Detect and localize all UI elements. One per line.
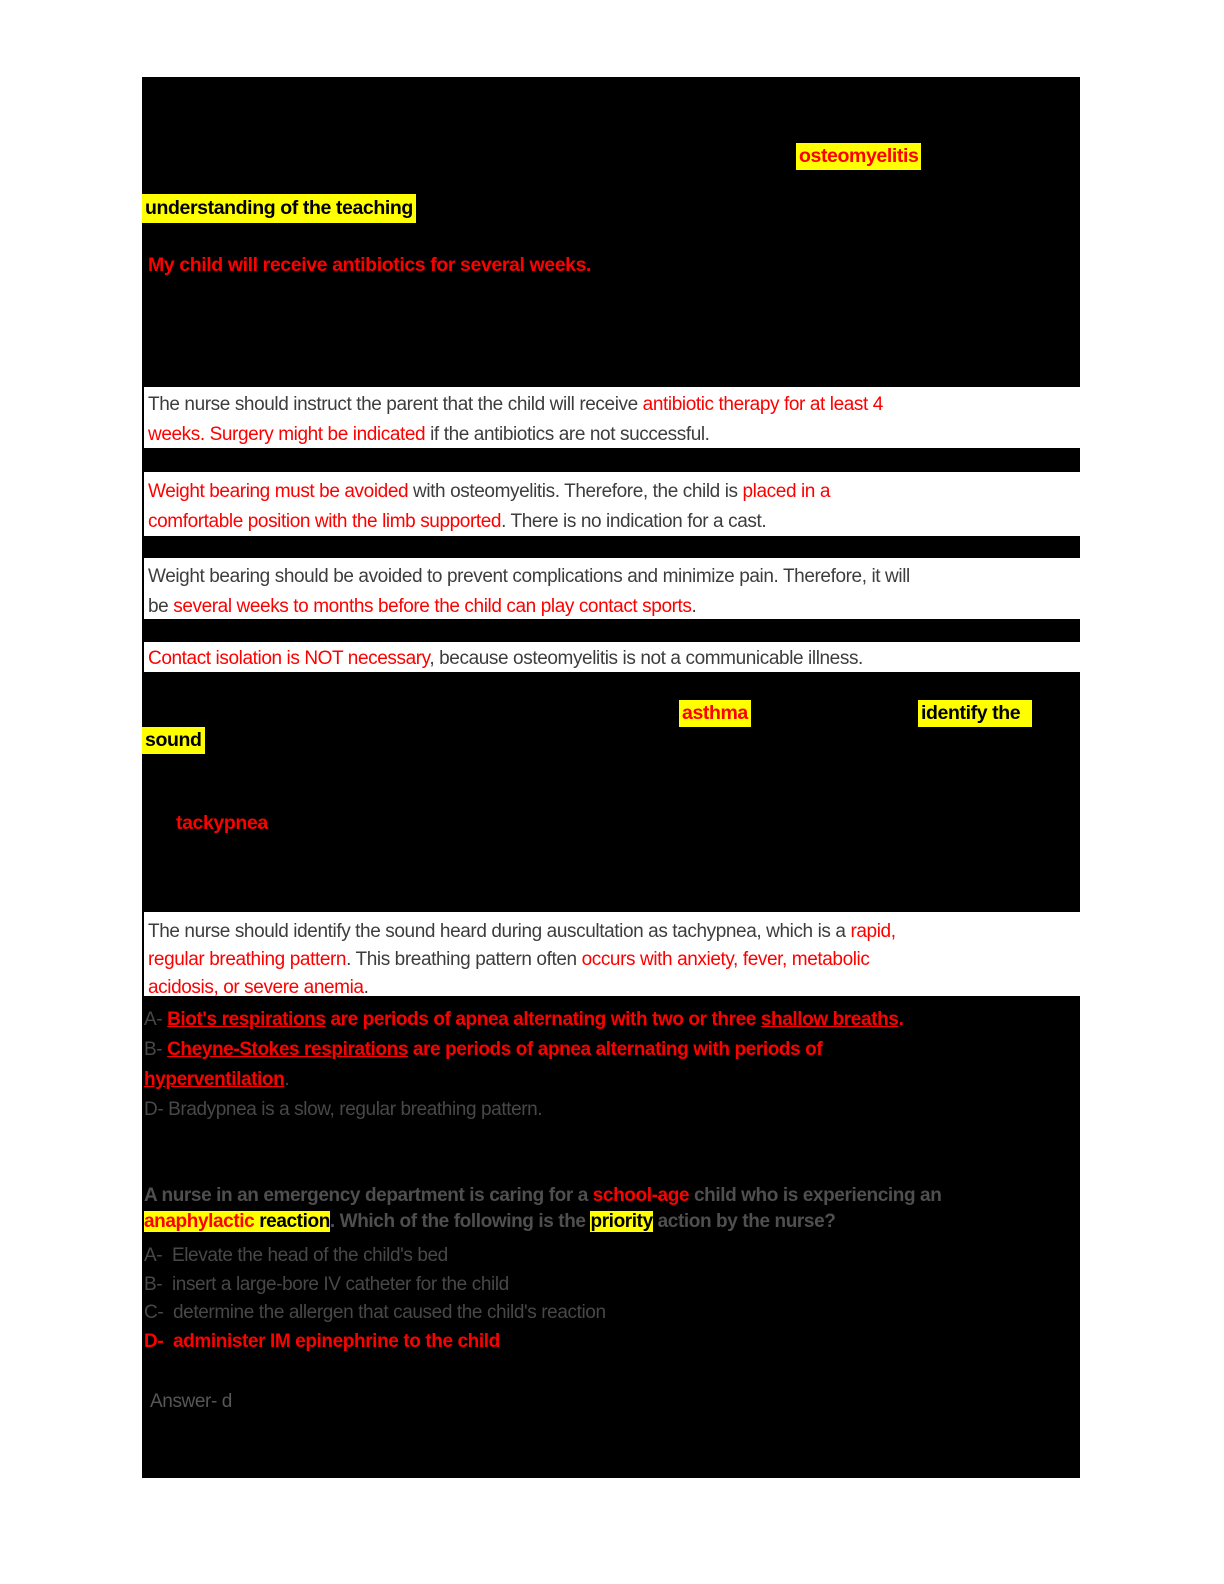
text-line xyxy=(148,592,1080,619)
text-segment: A nurse in an emergency department is caring for a xyxy=(144,1185,593,1206)
option-c-determine-allergen xyxy=(144,1298,606,1328)
text-line xyxy=(148,946,1080,974)
text-segment: comfortable position with the limb supported xyxy=(148,511,502,532)
text-segment: placed in a xyxy=(742,481,831,502)
text-segment: rapid, xyxy=(850,921,896,942)
text-line xyxy=(148,644,1080,672)
redaction-bar xyxy=(142,619,1080,642)
text-line xyxy=(148,420,1080,448)
redaction-bar xyxy=(142,448,1080,472)
text-segment: . xyxy=(363,977,369,996)
question-line-2 xyxy=(144,1207,835,1237)
text-segment: regular breathing pattern xyxy=(148,949,347,970)
text-segment: , because osteomyelitis is not a communicable illness. xyxy=(429,648,863,669)
text-segment: Weight bearing should be avoided to prevent complications and minimize pain. Therefore, it will xyxy=(148,566,910,587)
rationale-paragraph-tachypnea xyxy=(142,912,1080,996)
rationale-paragraph-antibiotics xyxy=(142,387,1080,448)
highlight-identify-the: identify the xyxy=(918,700,1032,727)
text-segment: A- Elevate the head of the child's bed xyxy=(144,1245,448,1266)
text-segment: with osteomyelitis. Therefore, the child is xyxy=(408,481,743,502)
option-b-cheyne-stokes-line xyxy=(144,1035,822,1065)
highlight-sound: sound xyxy=(142,727,205,754)
text-segment: anaphylactic xyxy=(144,1211,255,1232)
text-segment: . There is no indication for a cast. xyxy=(501,511,767,532)
option-b-continuation-line xyxy=(144,1065,289,1095)
option-d-epinephrine xyxy=(144,1327,500,1357)
text-segment: Weight bearing must be avoided xyxy=(148,481,409,502)
text-segment: if the antibiotics are not successful. xyxy=(425,424,710,445)
text-line xyxy=(148,477,1080,507)
option-a-elevate xyxy=(144,1241,448,1271)
option-a-biots-line xyxy=(144,1005,903,1035)
rationale-paragraph-isolation xyxy=(142,642,1080,672)
text-segment: Contact isolation is NOT necessary xyxy=(148,648,430,669)
text-segment: occurs with anxiety, fever, metabolic xyxy=(581,949,870,970)
content-column xyxy=(142,77,1080,1478)
text-segment: C- determine the allergen that caused the child's reaction xyxy=(144,1302,606,1323)
text-line xyxy=(148,390,1080,420)
text-line xyxy=(148,562,1080,592)
text-segment: be xyxy=(148,596,174,617)
text-segment: Cheyne-Stokes respirations xyxy=(167,1039,408,1060)
text-line xyxy=(148,507,1080,536)
text-segment: Answer- d xyxy=(150,1391,232,1412)
text-segment: weeks. Surgery might be indicated xyxy=(148,424,426,445)
text-segment: . xyxy=(284,1069,290,1090)
answer-label xyxy=(150,1387,232,1417)
text-segment: antibiotic therapy for at least 4 xyxy=(642,394,883,415)
text-segment: are periods of apnea alternating with two or three xyxy=(325,1009,761,1030)
text-segment: shallow breaths xyxy=(760,1009,899,1030)
text-segment: priority xyxy=(590,1211,653,1232)
redaction-bar xyxy=(142,536,1080,558)
text-segment: hyperventilation xyxy=(144,1069,285,1090)
option-d-bradypnea-line xyxy=(144,1095,542,1125)
text-segment: action by the nurse? xyxy=(652,1211,836,1232)
option-b-iv-catheter xyxy=(144,1270,509,1300)
rationale-paragraph-weight-bearing xyxy=(142,472,1080,536)
highlight-asthma: asthma xyxy=(679,700,751,727)
text-segment: D- Bradypnea is a slow, regular breathing pattern. xyxy=(144,1099,543,1120)
text-segment: B- insert a large-bore IV catheter for the child xyxy=(144,1274,509,1295)
answer-statement-tackypnea: tackypnea xyxy=(176,812,268,834)
text-segment: . This breathing pattern often xyxy=(346,949,582,970)
text-segment: are periods of apnea alternating with periods of xyxy=(408,1039,823,1060)
text-segment: school-age xyxy=(592,1185,690,1206)
answer-statement-my-child: My child will receive antibiotics for several weeks. xyxy=(148,254,592,276)
redacted-block-question-2 xyxy=(142,672,1080,912)
text-segment: acidosis, or severe anemia xyxy=(148,977,364,996)
text-segment: B- xyxy=(144,1039,168,1060)
rationale-paragraph-contact-sports xyxy=(142,558,1080,619)
redacted-block-question-1 xyxy=(142,77,1080,387)
text-line xyxy=(148,974,1080,996)
highlight-understanding-of-the-teaching: understanding of the teaching xyxy=(142,194,416,223)
text-segment: . xyxy=(691,596,697,617)
text-line xyxy=(148,918,1080,946)
text-segment: The nurse should identify the sound heard during auscultation as tachypnea, which is a xyxy=(148,921,851,942)
text-segment: D- administer IM epinephrine to the child xyxy=(144,1331,500,1352)
text-segment: reaction xyxy=(254,1211,330,1232)
text-segment: . xyxy=(898,1009,904,1030)
redacted-block-question-3 xyxy=(142,996,1080,1478)
text-segment: . Which of the following is the xyxy=(329,1211,591,1232)
text-segment: Biot's respirations xyxy=(167,1009,326,1030)
text-segment: several weeks to months before the child can play contact sports xyxy=(173,596,692,617)
text-segment: child who is experiencing an xyxy=(689,1185,942,1206)
text-segment: A- xyxy=(144,1009,168,1030)
highlight-osteomyelitis: osteomyelitis xyxy=(796,143,921,170)
text-segment: The nurse should instruct the parent that the child will receive xyxy=(148,394,643,415)
